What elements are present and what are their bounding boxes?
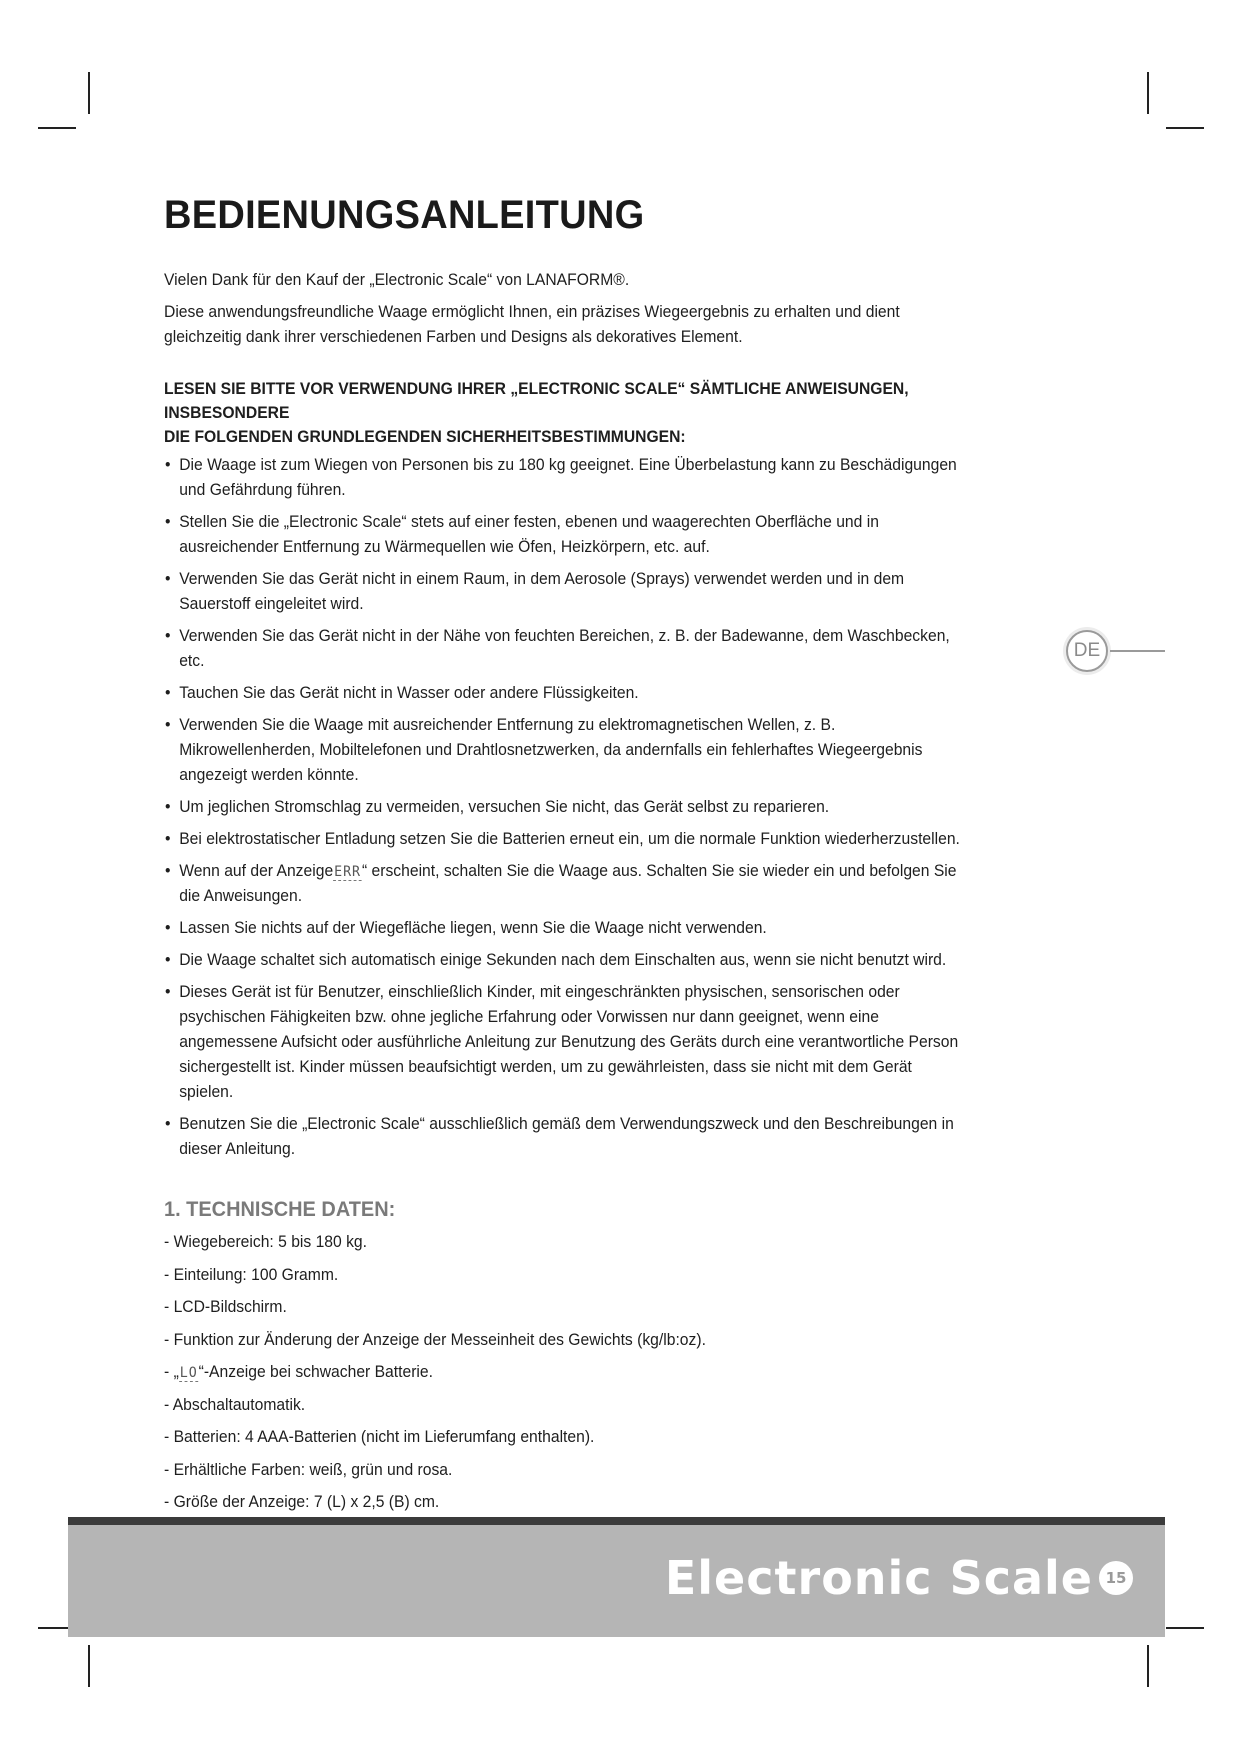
safety-heading-line: DIE FOLGENDEN GRUNDLEGENDEN SICHERHEITSBESTIMMUNGEN: [164, 428, 686, 446]
safety-item-err [164, 859, 960, 909]
intro-paragraph: Vielen Dank für den Kauf der „Electronic Scale“ von LANAFORM®. [164, 271, 630, 289]
spec-item: - Batterien: 4 AAA-Batterien (nicht im Lieferumfang enthalten). [164, 1428, 595, 1446]
crop-mark-bottom-right-vertical [1147, 1645, 1149, 1687]
crop-mark-bottom-left-vertical [88, 1645, 90, 1687]
err-text-before: Wenn auf der Anzeige [179, 862, 334, 880]
spec-item: - Einteilung: 100 Gramm. [164, 1265, 339, 1284]
page-content [164, 190, 960, 1523]
safety-item: • Stellen Sie die „Electronic Scale“ stets auf einer festen, ebenen und waagerechten Oberfläche und in ausreichender Entfernung zu Wärmequellen wie Öfen, Heizkörpern, etc. auf. [164, 510, 960, 560]
technical-data-heading: 1. TECHNISCHE DATEN: [164, 1198, 396, 1221]
safety-item: • Die Waage schaltet sich automatisch einige Sekunden nach dem Einschalten aus, wenn sie nicht benutzt wird. [164, 948, 960, 973]
safety-item: • Lassen Sie nichts auf der Wiegefläche liegen, wenn Sie die Waage nicht verwenden. [164, 916, 960, 941]
page-title: BEDIENUNGSANLEITUNG [164, 193, 645, 237]
crop-mark-top-left-vertical [88, 72, 90, 114]
spec-item: - Größe der Anzeige: 7 (L) x 2,5 (B) cm. [164, 1493, 440, 1511]
spec-item: - Erhältliche Farben: weiß, grün und rosa. [164, 1460, 453, 1479]
safety-item: • Um jeglichen Stromschlag zu vermeiden, versuchen Sie nicht, das Gerät selbst zu reparieren. [164, 795, 960, 820]
crop-mark-bottom-right-horizontal [1166, 1627, 1204, 1629]
page-number: 15 [1099, 1561, 1133, 1595]
safety-item: • Benutzen Sie die „Electronic Scale“ ausschließlich gemäß dem Verwendungszweck und den Beschreibungen in dieser Anleitung. [164, 1112, 960, 1162]
err-display-code: ERR [334, 864, 361, 880]
safety-item: • Verwenden Sie die Waage mit ausreichender Entfernung zu elektromagnetischen Wellen, z. B. Mikrowellenherden, Mobiltelefonen und Drahtlosnetzwerken, da andernfalls ein fehlerhaftes Wiegeergebnis angezeigt werden könnte. [164, 713, 960, 788]
safety-item: • Tauchen Sie das Gerät nicht in Wasser oder andere Flüssigkeiten. [164, 681, 960, 706]
specs-list [164, 1230, 960, 1515]
safety-item: • Bei elektrostatischer Entladung setzen Sie die Batterien erneut ein, um die normale Funktion wiederherzustellen. [164, 827, 960, 852]
footer-top-rule [68, 1517, 1165, 1525]
language-tab: DE [1066, 630, 1108, 672]
safety-item: • Verwenden Sie das Gerät nicht in der Nähe von feuchten Bereichen, z. B. der Badewanne, dem Waschbecken, etc. [164, 624, 960, 674]
crop-mark-top-left-horizontal [38, 127, 76, 129]
spec-item: - LCD-Bildschirm. [164, 1298, 287, 1316]
safety-item: • Verwenden Sie das Gerät nicht in einem Raum, in dem Aerosole (Sprays) verwendet werden und in dem Sauerstoff eingeleitet wird. [164, 567, 960, 617]
intro-paragraph: Diese anwendungsfreundliche Waage ermöglicht Ihnen, ein präzises Wiegeergebnis zu erhalten und dient gleichzeitig dank ihrer verschiedenen Farben und Designs als dekoratives Element. [164, 303, 900, 346]
spec-item: - Wiegebereich: 5 bis 180 kg. [164, 1233, 368, 1251]
safety-item: • Die Waage ist zum Wiegen von Personen bis zu 180 kg geeignet. Eine Überbelastung kann zu Beschädigungen und Gefährdung führen. [164, 453, 960, 503]
crop-mark-top-right-horizontal [1166, 127, 1204, 129]
intro-section [164, 268, 960, 350]
spec-item: - Funktion zur Änderung der Anzeige der Messeinheit des Gewichts (kg/lb:oz). [164, 1330, 706, 1349]
language-tab-line [1110, 650, 1165, 652]
lo-display-code: LO [179, 1365, 198, 1381]
spec-item: - Abschaltautomatik. [164, 1395, 306, 1414]
footer-product-title: Electronic Scale [664, 1551, 1093, 1605]
lo-suffix: “-Anzeige bei schwacher Batterie. [198, 1363, 433, 1381]
safety-heading-line: LESEN SIE BITTE VOR VERWENDUNG IHRER „ELECTRONIC SCALE“ SÄMTLICHE ANWEISUNGEN, INSBESONDERE [164, 380, 909, 422]
lo-prefix: - „ [164, 1363, 179, 1381]
err-text-after: “ erscheint, schalten Sie die Waage aus. Schalten Sie sie wieder ein und befolgen Sie die Anweisungen. [179, 862, 957, 905]
spec-item-lo [164, 1360, 960, 1385]
safety-item: • Dieses Gerät ist für Benutzer, einschließlich Kinder, mit eingeschränkten physischen, sensorischen oder psychischen Fähigkeiten bzw. ohne jegliche Erfahrung oder Vorwissen nur dann geeignet, wenn eine angemessene Aufsicht oder ausführliche Anleitung zur Benutzung des Geräts durch eine verantwortliche Person sichergestellt ist. Kinder müssen beaufsichtigt werden, um zu gewährleisten, dass sie nicht mit dem Gerät spielen. [164, 980, 960, 1105]
crop-mark-top-right-vertical [1147, 72, 1149, 114]
safety-heading [164, 377, 960, 449]
safety-list [164, 453, 960, 1162]
